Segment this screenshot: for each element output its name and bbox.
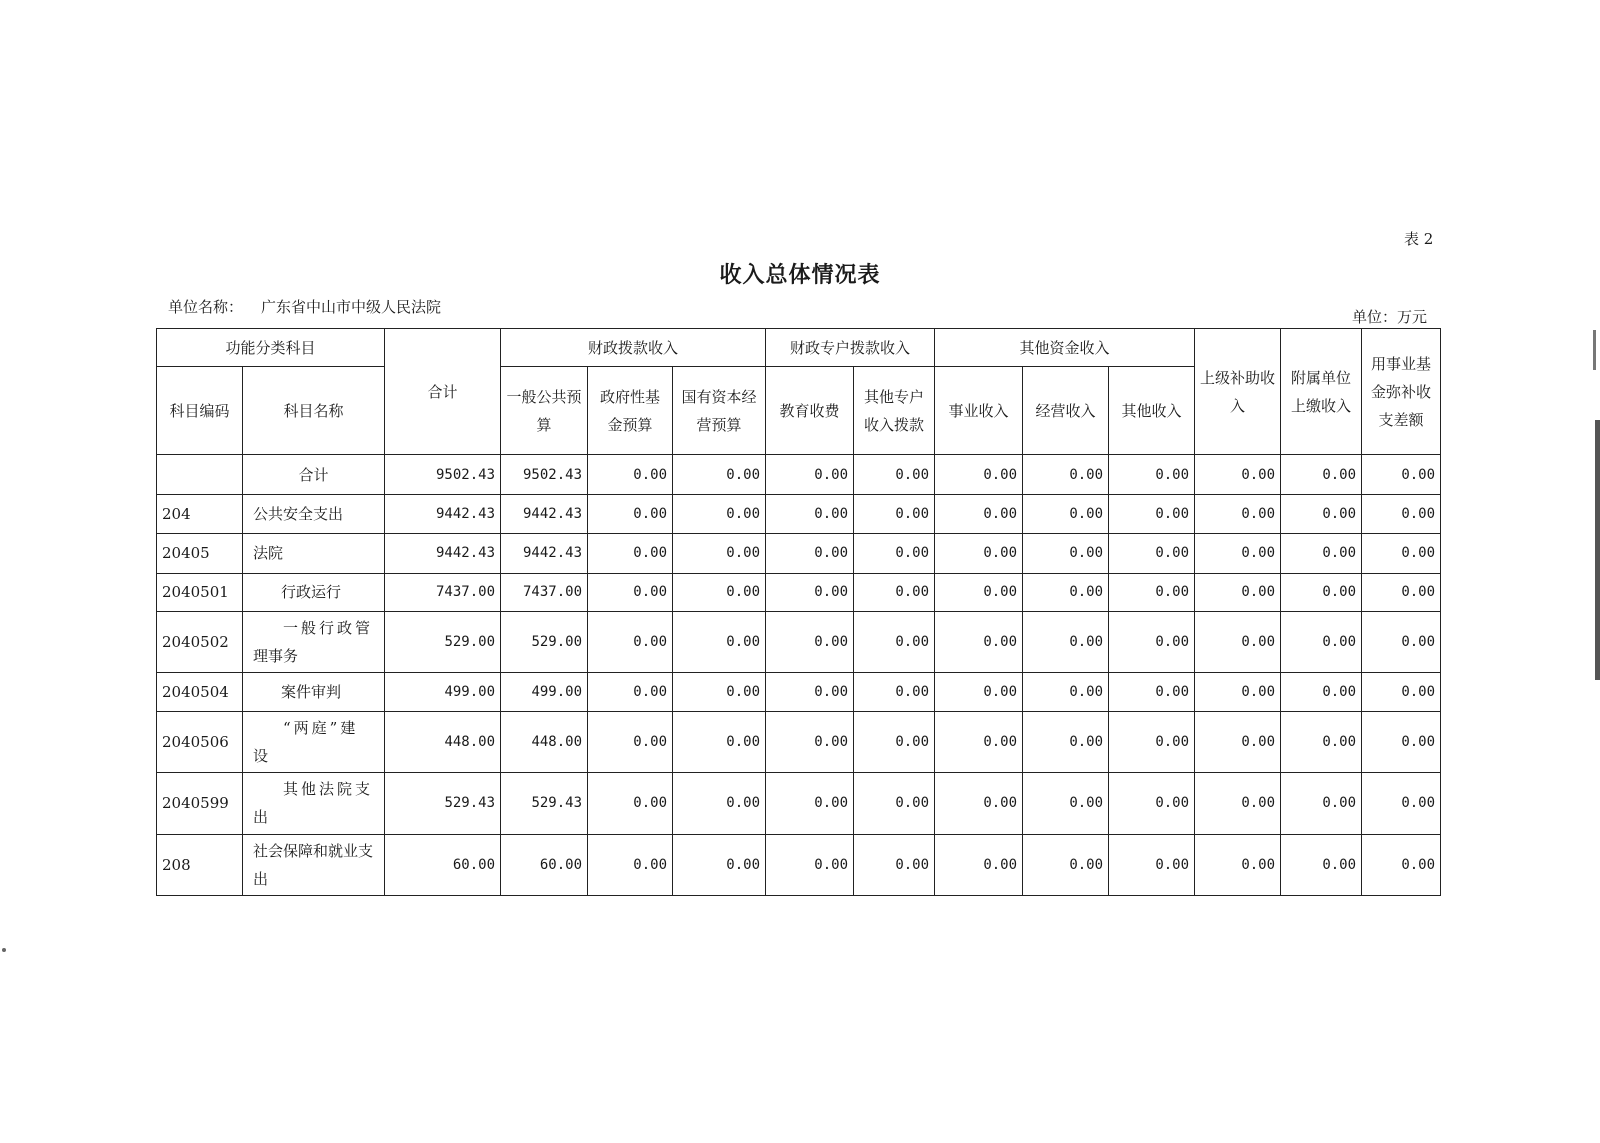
- cell-value: 0.00: [1281, 711, 1362, 772]
- cell-value: 0.00: [1109, 455, 1195, 495]
- header-total: 合计: [385, 329, 501, 455]
- cell-value: 0.00: [935, 773, 1023, 834]
- cell-name: 社会保障和就业支出: [243, 834, 385, 896]
- cell-value: 9442.43: [385, 533, 501, 573]
- cell-value: 0.00: [588, 834, 673, 896]
- cell-value: 0.00: [588, 673, 673, 711]
- cell-code: 208: [157, 834, 243, 896]
- cell-value: 0.00: [1281, 495, 1362, 533]
- cell-value: 0.00: [766, 573, 854, 611]
- header-fund-gap: 用事业基金弥补收支差额: [1362, 329, 1441, 455]
- cell-value: 0.00: [1195, 773, 1281, 834]
- cell-value: 0.00: [935, 455, 1023, 495]
- cell-value: 0.00: [1362, 612, 1441, 673]
- cell-value: 0.00: [854, 455, 935, 495]
- cell-value: 60.00: [501, 834, 588, 896]
- cell-code: 2040599: [157, 773, 243, 834]
- cell-value: 529.43: [385, 773, 501, 834]
- cell-value: 499.00: [385, 673, 501, 711]
- cell-value: 0.00: [1281, 455, 1362, 495]
- cell-value: 0.00: [588, 573, 673, 611]
- cell-code: 204: [157, 495, 243, 533]
- cell-value: 9442.43: [501, 533, 588, 573]
- cell-name: [243, 711, 385, 772]
- money-unit: 单位：万元: [1352, 308, 1428, 326]
- cell-value: 9502.43: [385, 455, 501, 495]
- cell-value: 0.00: [854, 711, 935, 772]
- cell-value: 0.00: [935, 573, 1023, 611]
- cell-value: 0.00: [588, 612, 673, 673]
- cell-value: 0.00: [588, 455, 673, 495]
- table-row: [157, 533, 1441, 573]
- table-row: [157, 773, 1441, 834]
- cell-name-line2: 理事务: [253, 647, 299, 666]
- cell-value: 0.00: [673, 612, 766, 673]
- cell-value: 0.00: [1109, 533, 1195, 573]
- income-table: [156, 328, 1441, 896]
- cell-name-line2: 出: [253, 808, 269, 827]
- cell-value: 0.00: [766, 612, 854, 673]
- cell-value: 0.00: [1281, 834, 1362, 896]
- cell-name: [243, 612, 385, 673]
- cell-name: [243, 773, 385, 834]
- cell-value: 0.00: [673, 495, 766, 533]
- cell-value: 0.00: [766, 773, 854, 834]
- header-other-business: 事业收入: [935, 367, 1023, 455]
- table-row: [157, 711, 1441, 772]
- header-special-group: 财政专户拨款收入: [766, 329, 935, 367]
- cell-value: 0.00: [1195, 495, 1281, 533]
- cell-value: 0.00: [766, 834, 854, 896]
- cell-value: 0.00: [1023, 612, 1109, 673]
- cell-value: 0.00: [1195, 573, 1281, 611]
- header-fiscal-fund: 政府性基金预算: [588, 367, 673, 455]
- table-row: [157, 573, 1441, 611]
- cell-value: 0.00: [935, 495, 1023, 533]
- cell-code: 2040506: [157, 711, 243, 772]
- cell-value: 0.00: [854, 495, 935, 533]
- cell-value: 0.00: [673, 455, 766, 495]
- cell-value: 9442.43: [385, 495, 501, 533]
- cell-value: 0.00: [1109, 834, 1195, 896]
- cell-name-line1: 其他法院支: [283, 780, 374, 799]
- unit-name-label: 单位名称：: [168, 298, 244, 316]
- cell-value: 0.00: [766, 533, 854, 573]
- header-affiliated: 附属单位上缴收入: [1281, 329, 1362, 455]
- header-other-group: 其他资金收入: [935, 329, 1195, 367]
- cell-value: 0.00: [766, 495, 854, 533]
- cell-value: 0.00: [1362, 773, 1441, 834]
- cell-value: 0.00: [1023, 711, 1109, 772]
- cell-value: 448.00: [501, 711, 588, 772]
- cell-value: 0.00: [1109, 495, 1195, 533]
- cell-name-line2: 设: [253, 746, 269, 765]
- scan-edge-mark: [1595, 420, 1600, 680]
- header-fiscal-state: 国有资本经营预算: [673, 367, 766, 455]
- cell-value: 0.00: [1362, 495, 1441, 533]
- cell-value: 0.00: [935, 533, 1023, 573]
- header-special-other: 其他专户收入拨款: [854, 367, 935, 455]
- page-title: 收入总体情况表: [719, 262, 881, 288]
- cell-value: 0.00: [1362, 711, 1441, 772]
- cell-value: 0.00: [766, 673, 854, 711]
- cell-value: 0.00: [766, 455, 854, 495]
- cell-value: 0.00: [673, 533, 766, 573]
- cell-value: 0.00: [673, 573, 766, 611]
- cell-code: 2040502: [157, 612, 243, 673]
- cell-value: 0.00: [935, 673, 1023, 711]
- cell-value: 0.00: [1023, 533, 1109, 573]
- cell-value: 0.00: [1362, 834, 1441, 896]
- cell-value: 0.00: [1195, 612, 1281, 673]
- cell-value: 448.00: [385, 711, 501, 772]
- header-fiscal-group: 财政拨款收入: [501, 329, 766, 367]
- cell-value: 0.00: [1023, 455, 1109, 495]
- table-row: [157, 495, 1441, 533]
- cell-value: 0.00: [1195, 455, 1281, 495]
- cell-value: 7437.00: [385, 573, 501, 611]
- cell-value: 0.00: [1023, 673, 1109, 711]
- header-other-operating: 经营收入: [1023, 367, 1109, 455]
- cell-value: 0.00: [1281, 573, 1362, 611]
- cell-value: 0.00: [854, 773, 935, 834]
- cell-value: 0.00: [1195, 711, 1281, 772]
- header-func-category: 功能分类科目: [157, 329, 385, 367]
- cell-value: 0.00: [1362, 533, 1441, 573]
- table-row: [157, 673, 1441, 711]
- cell-value: 0.00: [766, 711, 854, 772]
- cell-value: 0.00: [673, 711, 766, 772]
- table-number: 表 2: [1404, 230, 1434, 248]
- cell-value: 0.00: [1195, 533, 1281, 573]
- cell-value: 0.00: [673, 673, 766, 711]
- cell-name: 案件审判: [243, 673, 385, 711]
- cell-value: 529.43: [501, 773, 588, 834]
- cell-code: 2040501: [157, 573, 243, 611]
- header-name: 科目名称: [243, 367, 385, 455]
- cell-value: 0.00: [1023, 495, 1109, 533]
- cell-value: 529.00: [385, 612, 501, 673]
- unit-name-line: [168, 296, 441, 317]
- cell-value: 60.00: [385, 834, 501, 896]
- cell-name-line1: “两庭”建: [283, 718, 359, 737]
- table-row: [157, 834, 1441, 896]
- cell-value: 0.00: [854, 573, 935, 611]
- cell-value: 0.00: [1023, 773, 1109, 834]
- cell-value: 0.00: [588, 533, 673, 573]
- cell-value: 529.00: [501, 612, 588, 673]
- cell-value: 9502.43: [501, 455, 588, 495]
- cell-value: 0.00: [588, 495, 673, 533]
- cell-value: 0.00: [673, 834, 766, 896]
- cell-value: 0.00: [854, 834, 935, 896]
- header-other-misc: 其他收入: [1109, 367, 1195, 455]
- cell-value: 0.00: [854, 533, 935, 573]
- cell-value: 0.00: [935, 834, 1023, 896]
- cell-value: 0.00: [1281, 533, 1362, 573]
- cell-value: 0.00: [854, 673, 935, 711]
- cell-code: 20405: [157, 533, 243, 573]
- cell-value: 0.00: [1195, 673, 1281, 711]
- cell-value: 0.00: [1109, 711, 1195, 772]
- cell-name: 合计: [243, 455, 385, 495]
- cell-value: 0.00: [673, 773, 766, 834]
- cell-value: 0.00: [1023, 834, 1109, 896]
- header-superior-subsidy: 上级补助收入: [1195, 329, 1281, 455]
- cell-value: 0.00: [1109, 612, 1195, 673]
- scan-edge-mark: [1593, 330, 1596, 370]
- cell-value: 0.00: [1023, 573, 1109, 611]
- cell-value: 0.00: [1109, 673, 1195, 711]
- header-special-edu: 教育收费: [766, 367, 854, 455]
- cell-name: 公共安全支出: [243, 495, 385, 533]
- cell-name: 行政运行: [243, 573, 385, 611]
- cell-value: 9442.43: [501, 495, 588, 533]
- cell-value: 0.00: [935, 711, 1023, 772]
- cell-name-line1: 一般行政管: [283, 619, 374, 638]
- table-row: [157, 612, 1441, 673]
- header-fiscal-general: 一般公共预算: [501, 367, 588, 455]
- header-code: 科目编码: [157, 367, 243, 455]
- unit-name-value: 广东省中山市中级人民法院: [261, 298, 442, 316]
- cell-value: 0.00: [1109, 773, 1195, 834]
- cell-value: 0.00: [1362, 573, 1441, 611]
- cell-code: [157, 455, 243, 495]
- cell-code: 2040504: [157, 673, 243, 711]
- cell-value: 0.00: [588, 773, 673, 834]
- cell-value: 7437.00: [501, 573, 588, 611]
- cell-value: 499.00: [501, 673, 588, 711]
- cell-value: 0.00: [854, 612, 935, 673]
- cell-value: 0.00: [1362, 673, 1441, 711]
- cell-name: 法院: [243, 533, 385, 573]
- cell-value: 0.00: [588, 711, 673, 772]
- cell-value: 0.00: [1362, 455, 1441, 495]
- cell-value: 0.00: [1281, 773, 1362, 834]
- cell-value: 0.00: [935, 612, 1023, 673]
- table-row: [157, 455, 1441, 495]
- cell-value: 0.00: [1281, 612, 1362, 673]
- cell-value: 0.00: [1281, 673, 1362, 711]
- cell-value: 0.00: [1109, 573, 1195, 611]
- scan-dot-mark: [2, 948, 6, 952]
- cell-value: 0.00: [1195, 834, 1281, 896]
